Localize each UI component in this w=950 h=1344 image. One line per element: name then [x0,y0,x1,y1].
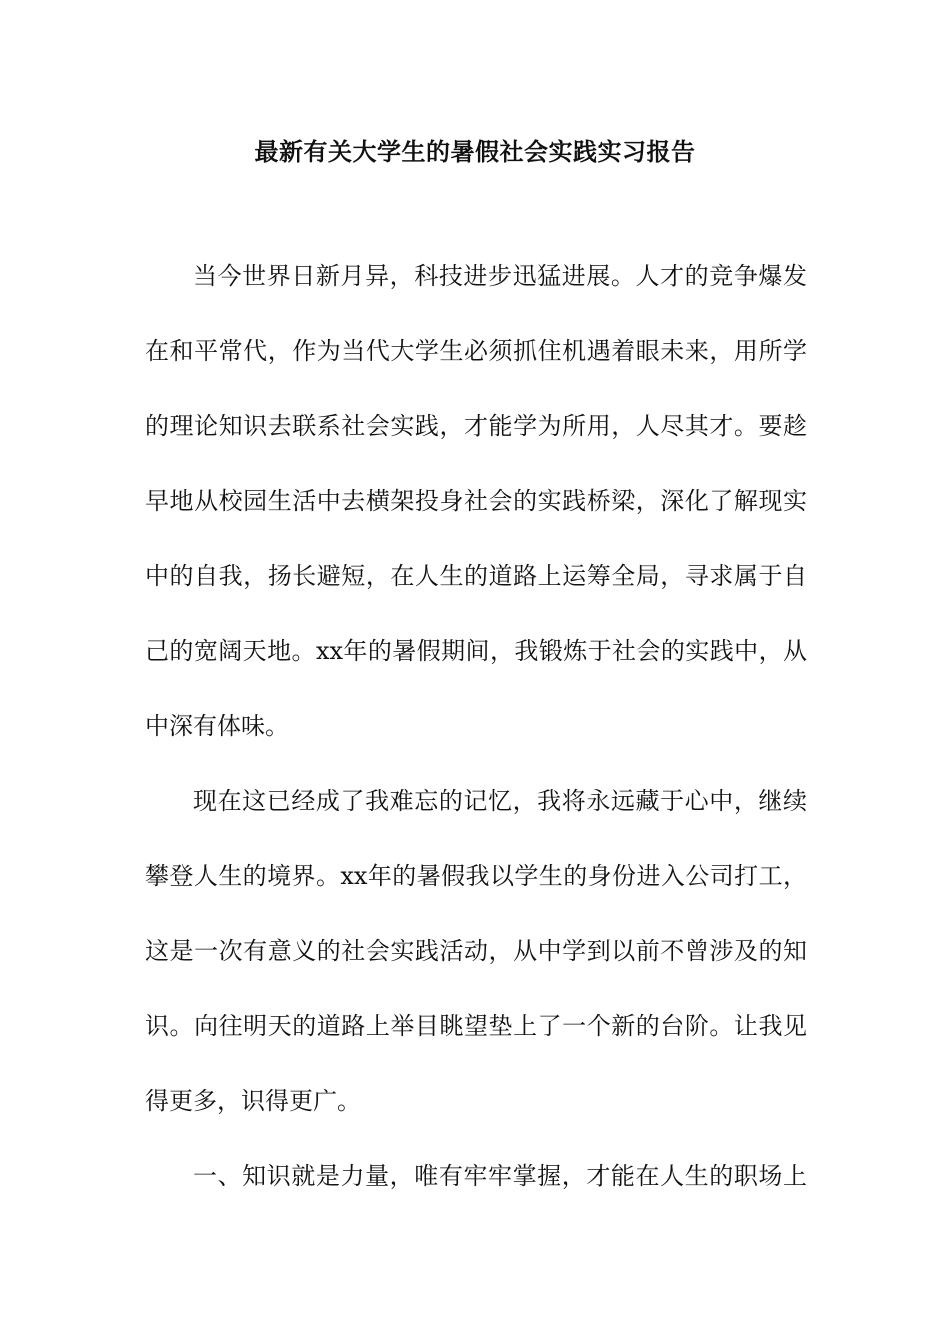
text-line: 在和平常代，作为当代大学生必须抓住机遇着眼未来，用所学 [145,337,807,365]
text-line: 现在这已经成了我难忘的记忆，我将永远藏于心中，继续 [193,787,807,815]
text-line: 中深有体味。 [145,712,289,740]
document-body [145,254,807,1229]
text-line: 一、知识就是力量，唯有牢牢掌握，才能在人生的职场上 [193,1162,807,1190]
text-line: 早地从校园生活中去横架投身社会的实践桥梁，深化了解现实 [145,487,807,515]
text-line: 中的自我，扬长避短，在人生的道路上运筹全局，寻求属于自 [145,562,807,590]
text-line: 当今世界日新月异，科技进步迅猛进展。人才的竞争爆发 [193,262,807,290]
text-line: 得更多，识得更广。 [145,1087,361,1115]
text-line: 攀登人生的境界。xx年的暑假我以学生的身份进入公司打工， [145,862,807,890]
text-line: 的理论知识去联系社会实践，才能学为所用，人尽其才。要趁 [145,412,807,440]
text-line: 己的宽阔天地。xx年的暑假期间，我锻炼于社会的实践中，从 [145,637,807,665]
document-title: 最新有关大学生的暑假社会实践实习报告 [254,137,696,166]
text-line: 这是一次有意义的社会实践活动，从中学到以前不曾涉及的知 [145,937,807,965]
text-line: 识。向往明天的道路上举目眺望垫上了一个新的台阶。让我见 [145,1012,807,1040]
